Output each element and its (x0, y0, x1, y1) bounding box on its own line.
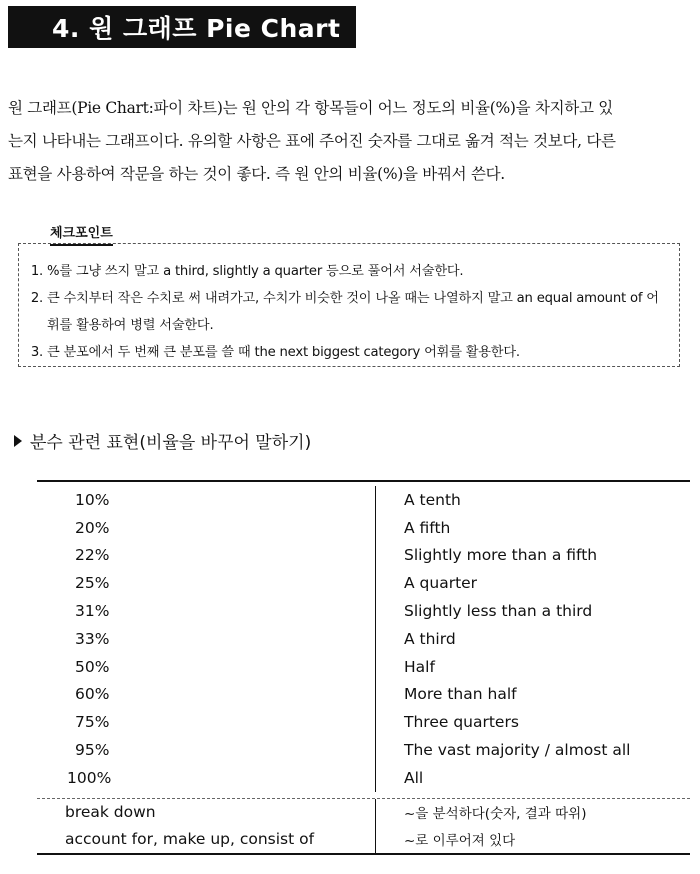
intro-line: 는지 나타내는 그래프이다. 유의할 사항은 표에 주어진 숫자를 그대로 옮겨 적는 것보다, 다른 (8, 132, 616, 150)
expression-cell: Half (375, 653, 435, 681)
triangle-bullet-icon (14, 435, 22, 447)
vocab-term-cell: break down (65, 803, 156, 822)
vocab-meaning-cell: ~을 분석하다(숫자, 결과 따위) (375, 799, 586, 826)
expression-cell: A quarter (375, 569, 477, 597)
expression-cell: A third (375, 625, 456, 653)
percent-cell: 50% (75, 657, 110, 676)
expression-cell: A fifth (375, 514, 450, 542)
section-heading (14, 428, 311, 453)
percent-cell: 31% (75, 602, 110, 621)
expression-cell: Three quarters (375, 708, 519, 736)
table-row (37, 482, 690, 514)
section-heading-text: 분수 관련 표현(비율을 바꾸어 말하기) (30, 433, 312, 453)
table-row (37, 514, 690, 542)
table-row (37, 653, 690, 681)
vocab-term-cell: account for, make up, consist of (65, 830, 315, 849)
percent-cell: 20% (75, 518, 110, 537)
checkpoint-item: 3. 큰 분포에서 두 번째 큰 분포를 쓸 때 the next biggest category 어휘를 활용한다. (47, 339, 671, 366)
intro-line: 표현을 사용하여 작문을 하는 것이 좋다. 즉 원 안의 비율(%)을 바꿔서 쓴다. (8, 165, 505, 183)
percent-cell: 25% (75, 574, 110, 593)
table-row (37, 542, 690, 570)
table-row (37, 625, 690, 653)
checkpoint-label: 체크포인트 (50, 222, 113, 246)
expression-cell: Slightly less than a third (375, 597, 592, 625)
expression-cell: The vast majority / almost all (375, 736, 630, 764)
table-row (37, 736, 690, 764)
checkpoint-item: 1. %를 그냥 쓰지 말고 a third, slightly a quarter 등으로 풀어서 서술한다. (47, 258, 671, 285)
vocab-rows (37, 799, 690, 855)
percent-cell: 33% (75, 629, 110, 648)
checkpoint-item: 2. 큰 수치부터 작은 수치로 써 내려가고, 수치가 비슷한 것이 나올 때는 나열하지 말고 an equal amount of 어휘를 활용하여 병렬 서술한다. (47, 285, 671, 339)
table-row (37, 764, 690, 792)
percent-cell: 95% (75, 741, 110, 760)
percent-cell: 100% (67, 768, 112, 787)
expression-cell: Slightly more than a fifth (375, 542, 597, 570)
table-row (37, 681, 690, 709)
vocab-meaning-cell: ~로 이루어져 있다 (375, 826, 515, 853)
percent-cell: 10% (75, 490, 110, 509)
intro-line: 원 그래프(Pie Chart:파이 차트)는 원 안의 각 항목들이 어느 정도의 비율(%)을 차지하고 있 (8, 99, 613, 117)
expression-cell: A tenth (375, 486, 461, 514)
percent-cell: 60% (75, 685, 110, 704)
table-row (37, 569, 690, 597)
table-row (37, 826, 690, 853)
checkpoint-list (29, 258, 671, 366)
percent-cell: 75% (75, 713, 110, 732)
page-title: 4. 원 그래프 Pie Chart (8, 6, 356, 48)
intro-paragraph (8, 92, 692, 191)
fraction-table (37, 480, 690, 855)
table-row (37, 597, 690, 625)
expression-cell: All (375, 764, 423, 792)
fraction-rows (37, 482, 690, 792)
checkpoint-box (18, 243, 680, 367)
percent-cell: 22% (75, 546, 110, 565)
table-row (37, 799, 690, 826)
expression-cell: More than half (375, 681, 517, 709)
table-row (37, 708, 690, 736)
